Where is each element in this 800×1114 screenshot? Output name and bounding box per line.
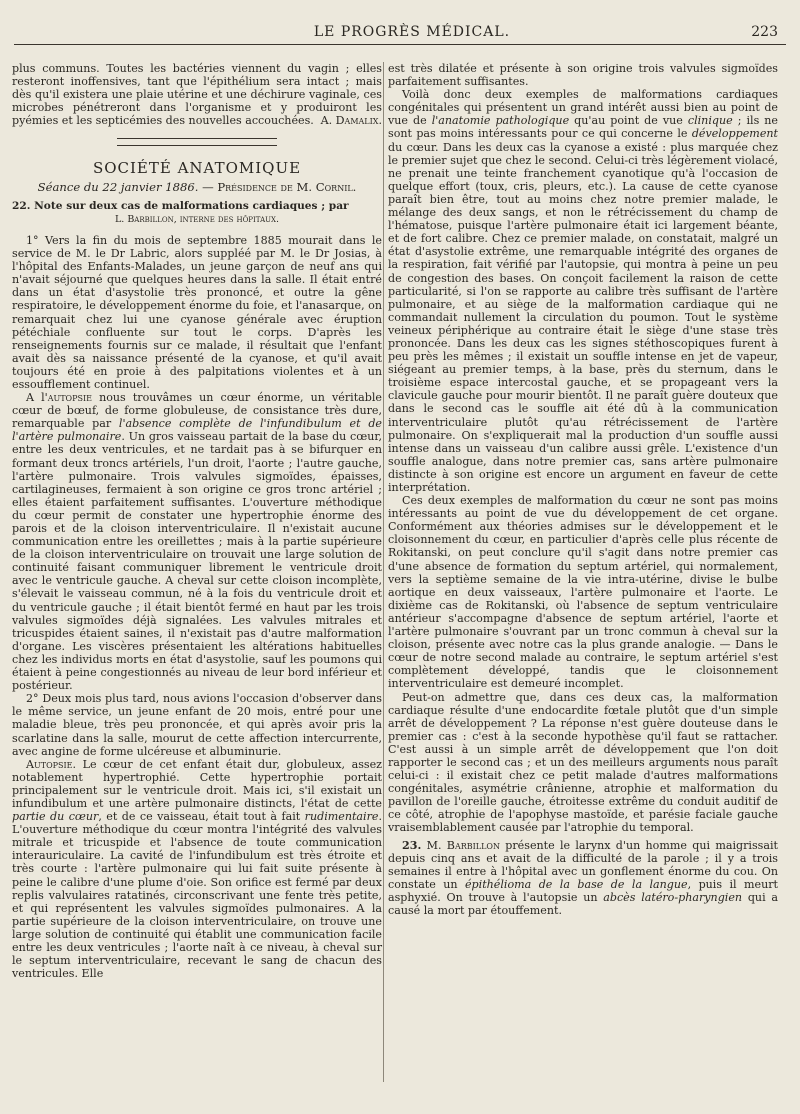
page-number: 223 xyxy=(751,24,778,40)
note-23-paragraph: 23. M. Barbillon présente le larynx d'un homme qui maigrissait depuis cinq ans et avait de la difficulté de la parole ; il y a trois semaines il entre à l'hôpital avec un gonflement énorme du cou. On constate un épithélioma de la base de la langue, puis il meurt asphyxié. On trouve à l'autopsie un abcès latéro-pharyngien qui a causé la mort par étouffement. xyxy=(388,838,778,917)
note-title: 22. Note sur deux cas de malformations cardiaques ; par xyxy=(12,199,349,212)
left-column xyxy=(12,62,382,980)
paragraph-continuation: plus communs. Toutes les bactéries viennent du vagin ; elles resteront inoffensives, tant que l'épithélium sera intact ; mais dès qu'il existera une plaie utérine et une déchirure vaginale, ces microbes pénétreront dans l'organisme et y produiront les pyémies et les septicémies des nouvelles accouchées. xyxy=(12,62,382,128)
paragraph-continuation-right: est très dilatée et présente à son origine trois valvules sigmoïdes parfaitement suffisantes. xyxy=(388,62,778,89)
discussion-paragraph: Voilà donc deux exemples de malformations cardiaques congénitales qui présentent un grand intérêt aussi bien au point de vue de l'anatomie pathologique qu'au point de vue clinique ; ils ne sont pas moins intéressants pour ce qui concerne le développement du cœur. Dans les deux cas la cyanose a existé : plus marquée chez le premier sujet que chez le second. Celui-ci très légèrement violacé, ne prenait une teinte franchement cyanotique qu'à l'occasion de quelque effort (toux, cris, pleurs, etc.). La cause de cette cyanose paraît bien être, tout au moins chez notre premier malade, le mélange des deux sangs, et non le rétrécissement du champ de l'hématose, puisque l'artère pulmonaire était ici largement béante, et de fort calibre. Chez ce premier malade, on constatait, malgré un état d'asystolie extrême, une remarquable intégrité des organes de la respiration, fait vérifié par l'autopsie, qui montra à peine un peu de congestion des bases. On conçoit facilement la raison de cette particularité, si l'on se rapporte au calibre très suffisant de l'artère pulmonaire, et au siège de la malformation cardiaque qui ne commandait nullement la circulation du poumon. Tout le système veineux périphérique au contraire était le siège d'une stase très prononcée. Dans les deux cas les signes stéthoscopiques furent à peu près les mêmes ; il existait un souffle intense en jet de vapeur, siégeant au premier temps, à la base, près du sternum, dans le troisième espace intercostal gauche, et se propageant vers la clavicule gauche pour mourir bientôt. Il ne paraît guère douteux que dans le second cas le souffle ait été dû à la communication interventriculaire plutôt qu'au rétrécissement de l'artère pulmonaire. On s'expliquerait mal la production d'un souffle aussi intense dans un vaisseau d'un calibre aussi grêle. L'existence d'un souffle analogue, dans notre premier cas, sans artère pulmonaire distincte à son origine est encore un argument en faveur de cette interprétation. xyxy=(388,88,778,494)
right-column xyxy=(388,62,778,917)
autopsy-two-paragraph: Autopsie. Le cœur de cet enfant était dur, globuleux, assez notablement hypertrophié. Cette hypertrophie portait principalement sur le ventricule droit. Mais ici, s'il existait un infundibulum et une artère pulmonaire distincts, l'état de cette partie du cœur, et de ce vaisseau, était tout à fait rudimentaire. L'ouverture méthodique du cœur montra l'intégrité des valvules mitrale et tricuspide et l'absence de toute communication interauriculaire. La cavité de l'infundibulum est très étroite et très courte : l'artère pulmonaire qui lui fait suite présente à peine le calibre d'une plume d'oie. Son orifice est fermé par deux replis valvulaires ratatinés, circonscrivant une fente très petite, et qui représentent les valvules sigmoïdes pulmonaires. A la partie supérieure de la cloison interventriculaire, on trouve une large solution de continuité qui établit une communication facile entre les deux ventricules ; l'aorte naît à ce niveau, à cheval sur le septum interventriculaire, recevant le sang de chacun des ventricules. Elle xyxy=(12,757,382,981)
development-paragraph: Ces deux exemples de malformation du cœur ne sont pas moins intéressants au point de vue du développement de cet organe. Conformément aux théories admises sur le développement et le cloisonnement du cœur, en particulier d'après celle plus récente de Rokitanski, on peut conclure qu'il s'agit dans notre premier cas d'une absence de formation du septum artériel, qui normalement, vers la septième semaine de la vie intra-utérine, divise le bulbe aortique en deux vaisseaux, l'artère pulmonaire et l'aorte. Le dixième cas de Rokitanski, où l'absence de septum ventriculaire antérieur s'accompagne d'absence de septum artériel, l'aorte et l'artère pulmonaire s'ouvrant par un tronc commun à cheval sur la cloison, présente avec notre cas la plus grande analogie. — Dans le cœur de notre second malade au contraire, le septum artériel s'est complètement développé, tandis que le cloisonnement interventriculaire est demeuré incomplet. xyxy=(388,494,778,691)
section-title: SOCIÉTÉ ANATOMIQUE xyxy=(92,158,302,177)
journal-title: LE PROGRÈS MÉDICAL. xyxy=(313,24,511,40)
hypothesis-paragraph: Peut-on admettre que, dans ces deux cas, la malformation cardiaque résulte d'une endocardite fœtale plutôt que d'un simple arrêt de développement ? La réponse n'est guère douteuse dans le premier cas : c'est à la seconde hypothèse qu'il faut se rattacher. C'est aussi à un simple arrêt de développement que l'on doit rapporter le second cas ; et un des meilleurs arguments nous paraît celui-ci : il existait chez ce petit malade d'autres malformations congénitales, asymétrie crânienne, atrophie et malformation du pavillon de l'oreille gauche, étroitesse extrême du conduit auditif de ce côté, atrophie de l'apophyse mastoïde, et parésie faciale gauche vraisemblablement causée par l'atrophie du temporal. xyxy=(388,690,778,835)
session-date: Séance du 22 janvier 1886. xyxy=(37,179,199,194)
session-line xyxy=(12,181,382,194)
case-one-paragraph: 1° Vers la fin du mois de septembre 1885 mourait dans le service de M. le Dr Labric, alors suppléé par M. le Dr Josias, à l'hôpital des Enfants-Malades, un jeune garçon de neuf ans qui n'avait séjourné que quelques heures dans la salle. Il était entré dans un état d'asystolie très prononcé, et outre la gêne respiratoire, le développement énorme du foie, et l'anasarque, on remarquait chez lui une cyanose générale avec éruption pétéchiale confluente sur tout le corps. D'après les renseignements fournis sur ce malade, il résultait que l'enfant avait dès sa naissance présenté de la cyanose, et qu'il avait toujours été en proie à des palpitations violentes et à un essoufflement continuel. xyxy=(12,233,382,391)
column-divider xyxy=(383,62,384,1082)
note-author: L. Barbillon, interne des hôpitaux. xyxy=(114,213,280,225)
autopsy-one-paragraph: A l'autopsie nous trouvâmes un cœur énorme, un véritable cœur de bœuf, de forme globuleuse, de consistance très dure, remarquable par l'absence complète de l'infundibulum et de l'artère pulmonaire. Un gros vaisseau partait de la base du cœur, entre les deux ventricules, et ne tardait pas à se bifurquer en formant deux troncs artériels, l'un droit, l'aorte ; l'autre gauche, l'artère pulmonaire. Trois valvules sigmoïdes, épaisses, cartilagineuses, fermaient à son origine ce gros tronc artériel ; elles étaient parfaitement suffisantes. L'ouverture méthodique du cœur permit de constater une hypertrophie énorme des parois et de la cloison interventriculaire. Il n'existait aucune communication entre les oreillettes ; mais à la partie supérieure de la cloison interventriculaire on trouvait une large solution de continuité faisant communiquer librement le ventricule droit avec le ventricule gauche. A cheval sur cette cloison incomplète, s'élevait le vaisseau commun, né à la fois du ventricule droit et du ventricule gauche ; il était bientôt fermé en haut par les trois valvules sigmoïdes déjà signalées. Les valvules mitrales et tricuspides étaient saines, il n'existait pas d'autre malformation d'organe. Les viscères présentaient les altérations habituelles chez les individus morts en état d'asystolie, sauf les poumons qui étaient à peine congestionnés au niveau de leur bord inférieur et postérieur. xyxy=(12,391,382,693)
case-two-paragraph: 2° Deux mois plus tard, nous avions l'occasion d'observer dans le même service, un jeune enfant de 20 mois, entré pour une maladie bleue, très peu prononcée, et qui après avoir pris la scarlatine dans la salle, mourut de cette affection intercurrente, avec angine de forme ulcéreuse et albuminurie. xyxy=(12,692,382,758)
section-separator xyxy=(117,138,277,146)
page-header xyxy=(0,24,800,46)
header-rule xyxy=(14,44,786,45)
session-presidence: — Présidence de M. Cornil. xyxy=(202,179,357,194)
article-signature: A. Damalix. xyxy=(320,114,382,128)
